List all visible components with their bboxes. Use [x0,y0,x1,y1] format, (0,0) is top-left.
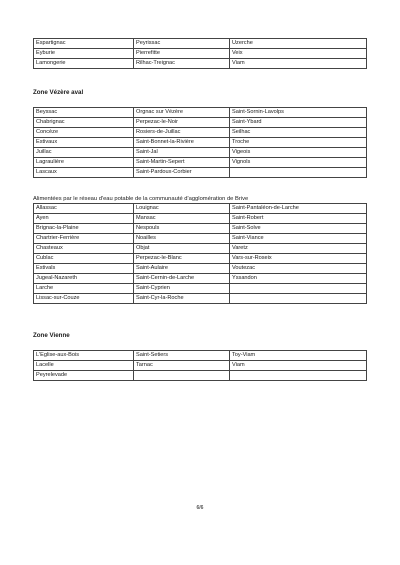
commune-cell [230,371,367,381]
commune-cell: Brignac-la-Plaine [34,224,134,234]
commune-cell [230,294,367,304]
commune-cell: Objat [134,244,230,254]
commune-cell: Saint-Jal [134,148,230,158]
commune-cell: Viam [230,361,367,371]
commune-cell: Saint-Setiers [134,351,230,361]
commune-cell: Noailles [134,234,230,244]
commune-cell: Tarnac [134,361,230,371]
commune-cell: Saint-Martin-Sepert [134,158,230,168]
commune-cell [230,284,367,294]
table-row [34,138,367,148]
table-row [34,168,367,178]
commune-cell: Saint-Sornin-Lavolps [230,108,367,118]
commune-cell: Saint-Aulaire [134,264,230,274]
table-row [34,264,367,274]
commune-cell: Cublac [34,254,134,264]
commune-cell: Estivals [34,264,134,274]
commune-cell [134,371,230,381]
commune-cell: Saint-Bonnet-la-Rivière [134,138,230,148]
table-row [34,118,367,128]
table-row [34,108,367,118]
table-row [34,49,367,59]
commune-cell: Saint-Viance [230,234,367,244]
table-row [34,234,367,244]
commune-cell: Lissac-sur-Couze [34,294,134,304]
table-row [34,361,367,371]
commune-cell: Rosiers-de-Juillac [134,128,230,138]
commune-cell: Veix [230,49,367,59]
commune-cell: Voutezac [230,264,367,274]
commune-cell: Perpezac-le-Noir [134,118,230,128]
commune-cell: Saint-Pantaléon-de-Larche [230,204,367,214]
table-row [34,351,367,361]
commune-cell: Saint-Cyr-la-Roche [134,294,230,304]
commune-cell: Lamongerie [34,59,134,69]
caption-brive: Alimentées par le réseau d'eau potable de la communauté d'agglomération de Brive [33,196,249,202]
table-row [34,214,367,224]
commune-cell: Saint-Solve [230,224,367,234]
table-row [34,148,367,158]
table-top [33,38,367,69]
commune-cell: Rilhac-Treignac [134,59,230,69]
commune-cell: Saint-Cernin-de-Larche [134,274,230,284]
commune-cell: Chabrignac [34,118,134,128]
commune-cell: Viam [230,59,367,69]
commune-cell: Concèze [34,128,134,138]
commune-cell: Lascaux [34,168,134,178]
commune-cell: Eyburie [34,49,134,59]
commune-cell: Troche [230,138,367,148]
commune-cell: Chasteaux [34,244,134,254]
table-row [34,274,367,284]
commune-cell: Ayen [34,214,134,224]
commune-cell: Beyssac [34,108,134,118]
commune-cell: Mansac [134,214,230,224]
commune-cell: Lagraulière [34,158,134,168]
commune-cell: Pierrefitte [134,49,230,59]
table-row [34,39,367,49]
commune-cell: Saint-Robert [230,214,367,224]
commune-cell: Peyrissac [134,39,230,49]
commune-cell: Allassac [34,204,134,214]
commune-cell: Seilhac [230,128,367,138]
commune-cell: Perpezac-le-Blanc [134,254,230,264]
commune-cell: Juillac [34,148,134,158]
commune-cell: Nespouls [134,224,230,234]
page-number: 6/6 [196,505,204,511]
commune-cell: Estivaux [34,138,134,148]
commune-cell: Chartrier-Ferrière [34,234,134,244]
table-row [34,294,367,304]
table-row [34,204,367,214]
table-vienne [33,350,367,381]
commune-cell: Vigeois [230,148,367,158]
commune-cell: Saint-Pardoux-Corbier [134,168,230,178]
heading-zone-vienne: Zone Vienne [33,332,70,339]
commune-cell: Saint-Ybard [230,118,367,128]
table-row [34,371,367,381]
commune-cell: Lacelle [34,361,134,371]
table-row [34,158,367,168]
table-row [34,128,367,138]
commune-cell: Louignac [134,204,230,214]
table-row [34,244,367,254]
commune-cell: Vignols [230,158,367,168]
table-row [34,284,367,294]
table-row [34,59,367,69]
commune-cell: Larche [34,284,134,294]
commune-cell: Saint-Cyprien [134,284,230,294]
commune-cell: Orgnac sur Vézère [134,108,230,118]
table-row [34,254,367,264]
commune-cell: Vars-sur-Roseix [230,254,367,264]
table-vezere-aval [33,107,367,178]
commune-cell: Uzerche [230,39,367,49]
commune-cell: Peyrelevade [34,371,134,381]
commune-cell: Espartignac [34,39,134,49]
table-row [34,224,367,234]
commune-cell [230,168,367,178]
commune-cell: L'Eglise-aux-Bois [34,351,134,361]
table-brive [33,203,367,304]
heading-zone-vezere-aval: Zone Vézère aval [33,89,84,96]
commune-cell: Jugeal-Nazareth [34,274,134,284]
commune-cell: Toy-Viam [230,351,367,361]
commune-cell: Yssandon [230,274,367,284]
commune-cell: Varetz [230,244,367,254]
